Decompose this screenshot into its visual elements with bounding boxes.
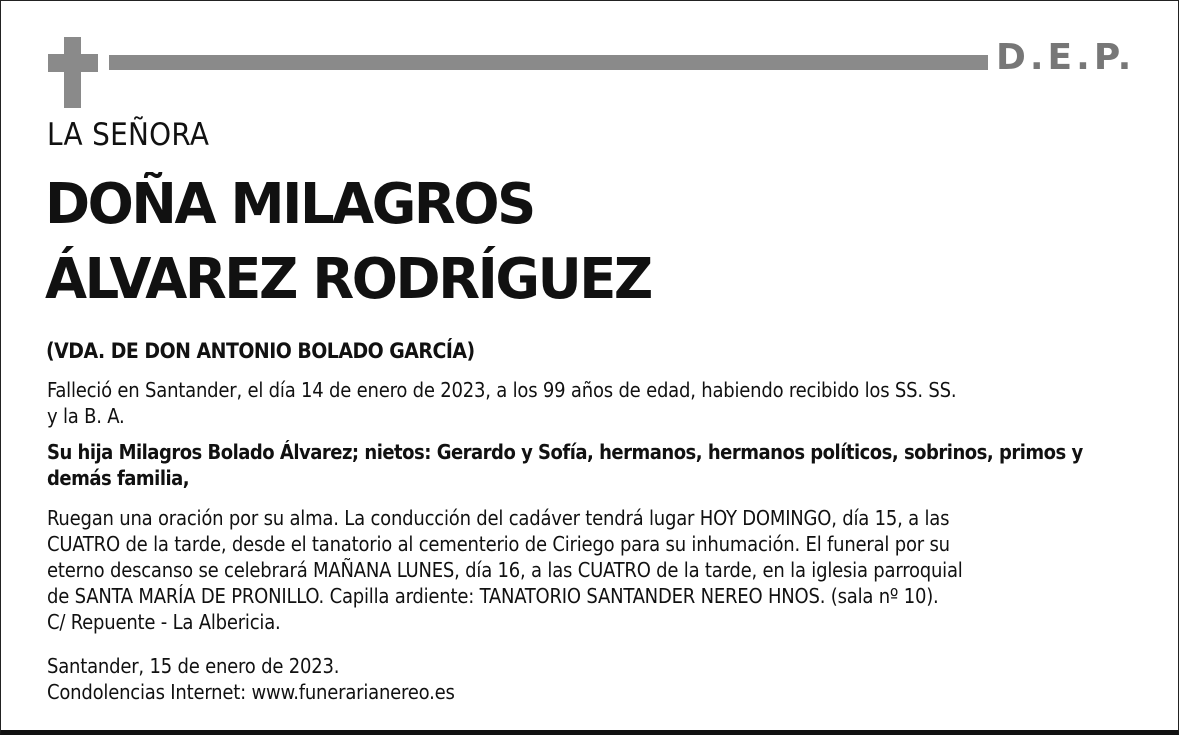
service-line: CUATRO de la tarde, desde el tanatorio al cementerio de Ciriego para su inhumación. El funeral por su (47, 532, 950, 556)
dep-label: D.E.P. (996, 37, 1136, 78)
service-line: eterno descanso se celebrará MAÑANA LUNES, día 16, a las CUATRO de la tarde, en la iglesia parroquial (47, 558, 963, 582)
widow-of: (VDA. DE DON ANTONIO BOLADO GARCÍA) (46, 339, 475, 363)
condolences-website[interactable]: Condolencias Internet: www.funerarianereo.es (47, 680, 455, 704)
cross-icon (64, 37, 81, 108)
deceased-name-line2: ÁLVAREZ RODRÍGUEZ (45, 247, 651, 312)
service-line: de SANTA MARÍA DE PRONILLO. Capilla ardiente: TANATORIO SANTANDER NEREO HNOS. (sala nº 10). (47, 584, 939, 608)
death-notice (47, 377, 1087, 429)
death-notice-line: y la B. A. (47, 404, 125, 428)
service-details (47, 505, 1107, 635)
death-notice-line: Falleció en Santander, el día 14 de enero de 2023, a los 99 años de edad, habiendo recibido los SS. SS. (47, 378, 957, 402)
family-list (47, 439, 1127, 491)
deceased-name-line1: DOÑA MILAGROS (45, 172, 534, 237)
honorific-prefix: LA SEÑORA (47, 117, 210, 153)
cross-icon-bar (48, 54, 98, 72)
place-date: Santander, 15 de enero de 2023. (47, 654, 340, 678)
service-line: C/ Repuente - La Albericia. (47, 610, 281, 634)
family-line: Su hija Milagros Bolado Álvarez; nietos: Gerardo y Sofía, hermanos, hermanos políticos, sobrinos, primos y (47, 440, 1083, 464)
family-line: demás familia, (47, 466, 190, 490)
service-line: Ruegan una oración por su alma. La conducción del cadáver tendrá lugar HOY DOMINGO, día 15, a las (47, 506, 950, 530)
header-rule (109, 55, 988, 70)
